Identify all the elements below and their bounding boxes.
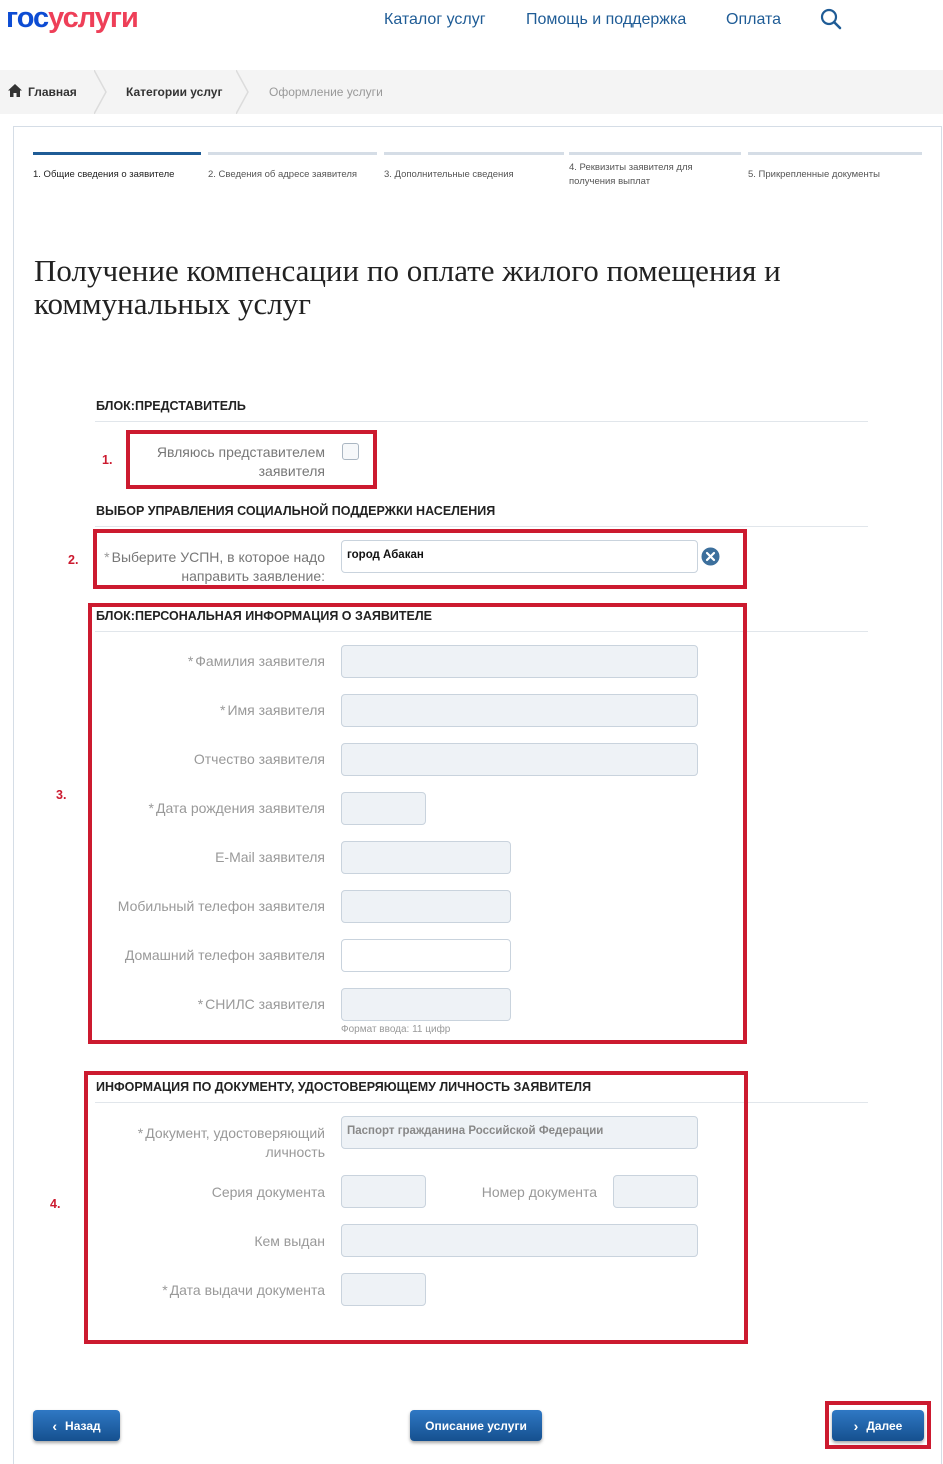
mobile-phone-label: Мобильный телефон заявителя (117, 898, 325, 914)
step-2[interactable] (208, 152, 377, 192)
breadcrumb-categories[interactable]: Категории услуг (126, 85, 223, 99)
annotation-number-2: 2. (68, 553, 79, 567)
back-button[interactable] (33, 1410, 120, 1441)
nav-catalog[interactable]: Каталог услуг (384, 11, 486, 28)
logo-part-uslugi: услуги (48, 2, 138, 34)
step-label: 1. Общие сведения о заявителе (33, 169, 175, 180)
logo-part-gos: гос (6, 2, 49, 34)
section-document-title: ИНФОРМАЦИЯ ПО ДОКУМЕНТУ, УДОСТОВЕРЯЮЩЕМУ ЛИЧНОСТЬ ЗАЯВИТЕЛЯ (96, 1080, 592, 1094)
page-title: Получение компенсации по оплате жилого помещения и коммунальных услуг (34, 253, 781, 321)
annotation-box-3 (88, 603, 747, 1044)
section-personal-title: БЛОК:ПЕРСОНАЛЬНАЯ ИНФОРМАЦИЯ О ЗАЯВИТЕЛЕ (96, 609, 432, 623)
chevron-right-icon: › (853, 1417, 859, 1434)
patronymic-label: Отчество заявителя (193, 751, 325, 767)
step-5[interactable] (748, 152, 922, 192)
chevron-left-icon: ‹ (52, 1417, 58, 1434)
divider (95, 526, 868, 527)
step-3[interactable] (384, 152, 564, 192)
annotation-box-1 (126, 430, 377, 489)
breadcrumb-separator (236, 70, 250, 114)
back-button-label: Назад (65, 1418, 101, 1433)
gosuslugi-logo[interactable] (6, 2, 138, 35)
step-1[interactable] (33, 152, 201, 192)
divider (95, 421, 868, 422)
step-bar (569, 152, 741, 155)
step-4[interactable] (569, 152, 741, 192)
snils-format-hint: Формат ввода: 11 цифр (341, 1024, 451, 1035)
annotation-number-4: 4. (50, 1197, 61, 1211)
nav-payment[interactable]: Оплата (726, 11, 782, 28)
next-button-label: Далее (866, 1418, 903, 1433)
document-type-label-text: Документ, удостоверяющий личность (145, 1125, 325, 1160)
name-label-text: Имя заявителя (227, 702, 325, 718)
step-label: 4. Реквизиты заявителя для получения выплат (569, 162, 693, 187)
home-phone-label: Домашний телефон заявителя (124, 947, 325, 963)
next-button[interactable] (832, 1410, 924, 1441)
representative-checkbox-label: Являюсь представителем заявителя (156, 444, 325, 479)
annotation-box-2 (93, 529, 747, 589)
step-label: 2. Сведения об адресе заявителя (208, 169, 358, 180)
surname-label-text: Фамилия заявителя (195, 653, 325, 669)
step-bar (208, 152, 377, 155)
uspn-select[interactable]: город Абакан (341, 540, 698, 573)
step-bar (748, 152, 922, 155)
issue-date-label-text: Дата выдачи документа (169, 1282, 325, 1298)
required-marker: * (104, 549, 110, 565)
birthdate-label-text: Дата рождения заявителя (155, 800, 325, 816)
required-marker: * (137, 1125, 144, 1141)
home-icon (8, 84, 22, 97)
required-marker: * (148, 800, 154, 816)
required-marker: * (162, 1282, 168, 1298)
annotation-box-4 (84, 1071, 748, 1344)
step-label: 5. Прикрепленные документы (748, 169, 880, 180)
nav-help[interactable]: Помощь и поддержка (526, 11, 687, 28)
email-label: E-Mail заявителя (215, 849, 325, 865)
uspn-label-text: Выберите УСПН, в которое надо направить заявление: (111, 549, 325, 584)
step-label: 3. Дополнительные сведения (384, 169, 514, 180)
section-uspn-title: ВЫБОР УПРАВЛЕНИЯ СОЦИАЛЬНОЙ ПОДДЕРЖКИ НАСЕЛЕНИЯ (96, 504, 496, 518)
annotation-number-1: 1. (102, 453, 113, 467)
required-marker: * (187, 653, 194, 669)
breadcrumb-home[interactable]: Главная (28, 85, 77, 99)
search-icon[interactable] (820, 8, 842, 30)
breadcrumb-current: Оформление услуги (269, 85, 383, 99)
required-marker: * (197, 996, 204, 1012)
snils-label-text: СНИЛС заявителя (205, 996, 325, 1012)
required-marker: * (220, 702, 226, 718)
document-type-select[interactable]: Паспорт гражданина Российской Федерации (341, 1116, 698, 1149)
section-representative-title: БЛОК:ПРЕДСТАВИТЕЛЬ (96, 399, 246, 413)
breadcrumb-separator (94, 70, 108, 114)
document-number-label: Номер документа (481, 1184, 597, 1200)
annotation-number-3: 3. (56, 788, 67, 802)
step-bar (33, 152, 201, 155)
step-bar (384, 152, 564, 155)
document-series-label: Серия документа (211, 1184, 325, 1200)
issued-by-label: Кем выдан (254, 1233, 325, 1249)
service-description-button[interactable]: Описание услуги (410, 1410, 542, 1441)
breadcrumb (0, 70, 943, 114)
